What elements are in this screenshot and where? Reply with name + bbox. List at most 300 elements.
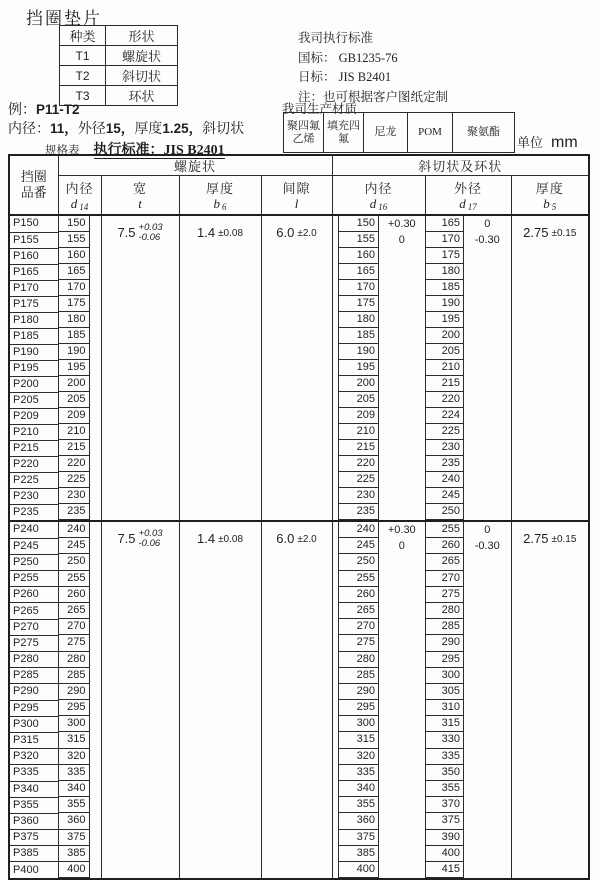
width-t-value — [102, 522, 179, 555]
example-spec-line — [8, 117, 244, 138]
tolerance-plus: +0.03 — [138, 221, 163, 233]
symbol-subscript: 5 — [551, 202, 557, 212]
d17-cell — [425, 408, 464, 424]
d16-value: 185 — [338, 328, 380, 344]
d16-cell — [332, 652, 379, 668]
d16-cell — [332, 408, 379, 424]
d14-cell — [58, 538, 101, 554]
text-segment: 15， — [105, 121, 135, 136]
part-cell: P180 — [9, 312, 58, 328]
d16-cell — [332, 472, 379, 488]
material-line: 尼龙 — [374, 126, 397, 138]
d16-cell — [332, 248, 379, 264]
d17-cell — [425, 781, 464, 797]
d16-value: 225 — [338, 472, 380, 488]
d14-value: 200 — [59, 376, 90, 392]
d17-value: 310 — [426, 700, 465, 716]
tolerance-lower: -0.30 — [474, 540, 500, 552]
column-label: 内径 — [364, 181, 393, 196]
d17-value: 295 — [426, 652, 465, 668]
page-title: 挡圈垫片 — [26, 9, 102, 28]
material-line: 填充四 — [327, 119, 360, 132]
d14-value: 209 — [59, 408, 90, 424]
d14-value: 175 — [59, 296, 90, 312]
part-cell: P200 — [9, 376, 58, 392]
part-cell: P400 — [9, 862, 58, 879]
material-cell — [364, 113, 408, 153]
part-cell: P155 — [9, 232, 58, 248]
d16-cell — [332, 521, 379, 538]
d16-value: 335 — [338, 765, 380, 781]
d17-tolerance-cell — [464, 521, 511, 879]
d16-tolerance-cell — [379, 521, 425, 879]
d16-value: 300 — [338, 716, 380, 732]
d16-cell — [332, 538, 379, 554]
type-shape-row — [60, 66, 178, 86]
thickness-b5-cell — [511, 215, 589, 521]
d16-cell — [332, 668, 379, 684]
tolerance-minus: -0.06 — [138, 537, 161, 549]
symbol-letter: l — [294, 196, 299, 211]
d16-value: 270 — [338, 619, 380, 635]
d16-value: 170 — [338, 280, 380, 296]
d14-cell — [58, 280, 101, 296]
tolerance-upper: +0.30 — [387, 524, 416, 536]
d17-value: 300 — [426, 668, 465, 684]
d17-cell — [425, 280, 464, 296]
d17-value: 270 — [426, 571, 465, 587]
material-cell — [453, 113, 515, 153]
d17-cell — [425, 700, 464, 716]
type-code-cell: T1 — [60, 46, 106, 66]
d17-cell — [425, 328, 464, 344]
d17-value: 280 — [426, 603, 465, 619]
part-cell: P315 — [9, 732, 58, 748]
d16-cell — [332, 603, 379, 619]
d14-value: 225 — [59, 472, 90, 488]
d14-cell — [58, 813, 101, 829]
d16-cell — [332, 684, 379, 700]
d14-value: 240 — [59, 522, 90, 538]
d16-value: 275 — [338, 635, 380, 651]
d14-value: 375 — [59, 830, 90, 846]
d16-cell — [332, 440, 379, 456]
part-cell: P260 — [9, 587, 58, 603]
d17-cell — [425, 668, 464, 684]
text-segment: 斜切状 — [202, 122, 245, 137]
d14-value: 320 — [59, 749, 90, 765]
d17-cell — [425, 360, 464, 376]
d17-value: 245 — [426, 488, 465, 504]
value-tolerance: ±0.08 — [218, 228, 244, 239]
column-symbol — [512, 197, 589, 214]
d16-cell — [332, 215, 379, 232]
d16-value: 220 — [338, 456, 380, 472]
d14-value: 300 — [59, 716, 90, 732]
d14-cell — [58, 296, 101, 312]
part-cell: P385 — [9, 846, 58, 862]
d17-value: 305 — [426, 684, 465, 700]
d14-cell — [58, 619, 101, 635]
d17-cell — [425, 424, 464, 440]
d17-tolerance-stack — [464, 522, 511, 555]
column-symbol — [333, 197, 425, 214]
part-cell: P275 — [9, 635, 58, 651]
d17-value: 205 — [426, 344, 465, 360]
d17-value: 190 — [426, 296, 465, 312]
d17-cell — [425, 504, 464, 521]
d14-cell — [58, 312, 101, 328]
gap-l-value — [262, 522, 332, 555]
d16-tolerance-stack — [379, 522, 425, 555]
d16-value: 260 — [338, 587, 380, 603]
part-cell: P355 — [9, 797, 58, 813]
d16-cell — [332, 765, 379, 781]
type-shape-header-row — [60, 26, 178, 46]
d16-cell — [332, 232, 379, 248]
symbol-letter: d — [459, 196, 466, 211]
d14-value: 245 — [59, 538, 90, 554]
table-row — [9, 215, 589, 232]
spec-table — [8, 154, 590, 880]
d14-value: 180 — [59, 312, 90, 328]
d16-cell — [332, 280, 379, 296]
column-header — [261, 176, 332, 216]
d14-value: 255 — [59, 571, 90, 587]
d14-value: 260 — [59, 587, 90, 603]
part-cell: P170 — [9, 280, 58, 296]
column-header — [332, 176, 425, 216]
d14-value: 265 — [59, 603, 90, 619]
value-main: 6.0 — [276, 225, 295, 240]
d16-value: 155 — [338, 232, 380, 248]
d16-cell — [332, 781, 379, 797]
d16-cell — [332, 312, 379, 328]
d14-cell — [58, 248, 101, 264]
d14-value: 250 — [59, 554, 90, 570]
part-cell: P255 — [9, 571, 58, 587]
d17-cell — [425, 264, 464, 280]
thickness-b5-cell — [511, 521, 589, 879]
d14-value: 210 — [59, 424, 90, 440]
d17-value: 240 — [426, 472, 465, 488]
d16-cell — [332, 344, 379, 360]
standards-line: 注：也可根据客户图纸定制 — [298, 89, 449, 104]
standards-line: 日标： JIS B2401 — [298, 70, 392, 84]
spec-table-head — [9, 155, 589, 215]
d16-cell — [332, 587, 379, 603]
d14-value: 215 — [59, 440, 90, 456]
d16-cell — [332, 328, 379, 344]
standards-line: 我司执行标准 — [298, 31, 374, 45]
d16-cell — [332, 700, 379, 716]
value-main: 2.75 — [523, 225, 549, 240]
d14-value: 160 — [59, 248, 90, 264]
d16-value: 250 — [338, 554, 380, 570]
table-row — [9, 521, 589, 538]
tolerance-upper: +0.30 — [387, 218, 416, 230]
d16-value: 230 — [338, 488, 380, 504]
thickness-b6-value — [180, 522, 261, 555]
d14-cell — [58, 232, 101, 248]
d16-cell — [332, 392, 379, 408]
d16-value: 160 — [338, 248, 380, 264]
column-symbol — [102, 197, 179, 211]
column-header — [58, 176, 101, 216]
part-cell: P160 — [9, 248, 58, 264]
column-header — [179, 176, 261, 216]
d16-value: 200 — [338, 376, 380, 392]
symbol-subscript: 16 — [378, 202, 388, 212]
d17-value: 195 — [426, 312, 465, 328]
d17-value: 175 — [426, 248, 465, 264]
part-cell: P175 — [9, 296, 58, 312]
part-number-header — [9, 155, 58, 215]
symbol-subscript: 6 — [222, 202, 227, 212]
d14-cell — [58, 488, 101, 504]
d16-value: 175 — [338, 296, 380, 312]
part-cell: P245 — [9, 538, 58, 554]
text-segment: 内径： — [8, 122, 50, 137]
column-header — [511, 176, 589, 216]
d16-cell — [332, 376, 379, 392]
d14-cell — [58, 587, 101, 603]
d16-value: 265 — [338, 603, 380, 619]
d17-value: 375 — [426, 813, 465, 829]
exec-standard-label: 执行标准：JIS B2401 — [93, 143, 225, 158]
d17-value: 165 — [426, 216, 465, 232]
d16-value: 190 — [338, 344, 380, 360]
material-line: POM — [418, 126, 442, 138]
d17-value: 260 — [426, 538, 465, 554]
d16-value: 320 — [338, 749, 380, 765]
spec-table-body — [9, 215, 589, 879]
d17-value: 415 — [426, 862, 465, 878]
d17-cell — [425, 215, 464, 232]
d14-cell — [58, 264, 101, 280]
part-cell: P225 — [9, 472, 58, 488]
part-cell: P250 — [9, 554, 58, 570]
value-tolerance: ±0.15 — [551, 534, 577, 545]
text-segment: 厚度 — [134, 122, 163, 137]
part-header-line: 品番 — [20, 185, 47, 200]
part-header-line: 挡圈 — [20, 169, 47, 184]
width-t-value — [102, 216, 179, 249]
d17-cell — [425, 652, 464, 668]
d16-cell — [332, 830, 379, 846]
symbol-letter: b — [213, 196, 220, 211]
thickness-b6-cell — [179, 521, 261, 879]
value-main: 1.4 — [196, 531, 216, 546]
shape-name-cell: 斜切状 — [106, 66, 178, 86]
part-cell: P295 — [9, 700, 58, 716]
spiral-group-header: 螺旋状 — [58, 155, 332, 176]
type-header-cell: 种类 — [60, 26, 106, 46]
material-line: 氟 — [338, 132, 349, 145]
d17-cell — [425, 830, 464, 846]
d14-cell — [58, 521, 101, 538]
part-cell: P360 — [9, 813, 58, 829]
d17-value: 250 — [426, 504, 465, 520]
d17-cell — [425, 716, 464, 732]
d14-value: 290 — [59, 684, 90, 700]
d17-value: 230 — [426, 440, 465, 456]
part-cell: P190 — [9, 344, 58, 360]
d14-value: 230 — [59, 488, 90, 504]
tolerance-minus: -0.06 — [138, 231, 161, 243]
d17-value: 225 — [426, 424, 465, 440]
d17-cell — [425, 538, 464, 554]
d14-value: 315 — [59, 732, 90, 748]
shape-name-cell: 环状 — [106, 86, 178, 106]
part-cell: P240 — [9, 521, 58, 538]
d16-value: 285 — [338, 668, 380, 684]
material-line: 聚四氟 — [287, 119, 320, 132]
shape-name-cell: 螺旋状 — [106, 46, 178, 66]
d17-value: 285 — [426, 619, 465, 635]
gap-l-cell — [261, 521, 332, 879]
d16-value: 340 — [338, 781, 380, 797]
symbol-letter: d — [369, 196, 377, 211]
bevel-ring-group-header: 斜切状及环状 — [332, 155, 589, 176]
d16-value: 180 — [338, 312, 380, 328]
shape-header-cell: 形状 — [106, 26, 178, 46]
thickness-b5-value — [512, 522, 589, 555]
d17-value: 275 — [426, 587, 465, 603]
d17-value: 400 — [426, 846, 465, 862]
spec-table-label: 规格表 — [45, 145, 80, 157]
part-cell: P265 — [9, 603, 58, 619]
d17-cell — [425, 797, 464, 813]
d16-value: 360 — [338, 813, 380, 829]
part-cell: P280 — [9, 652, 58, 668]
tolerance-stack — [139, 223, 163, 243]
material-line: 乙烯 — [292, 132, 315, 145]
thickness-b5-value — [512, 216, 589, 249]
unit-label: 单位 — [517, 135, 544, 150]
d14-cell — [58, 554, 101, 570]
d14-cell — [58, 408, 101, 424]
d17-cell — [425, 488, 464, 504]
d14-value: 340 — [59, 781, 90, 797]
d14-value: 150 — [59, 216, 90, 232]
d17-value: 255 — [426, 522, 465, 538]
part-cell: P185 — [9, 328, 58, 344]
tolerance-upper: 0 — [484, 524, 491, 536]
value-main: 7.5 — [117, 225, 136, 240]
d17-tolerance-stack — [464, 216, 511, 249]
part-cell: P375 — [9, 830, 58, 846]
gap-l-cell — [261, 215, 332, 521]
unit-indicator — [517, 132, 578, 152]
d14-value: 205 — [59, 392, 90, 408]
d14-cell — [58, 360, 101, 376]
part-cell: P300 — [9, 716, 58, 732]
part-cell: P285 — [9, 668, 58, 684]
d17-cell — [425, 732, 464, 748]
d14-cell — [58, 392, 101, 408]
d17-value: 224 — [426, 408, 465, 424]
d14-value: 275 — [59, 635, 90, 651]
value-tolerance: ±2.0 — [297, 534, 317, 545]
materials-row — [284, 113, 515, 153]
d17-cell — [425, 472, 464, 488]
d14-value: 280 — [59, 652, 90, 668]
d17-value: 330 — [426, 732, 465, 748]
d16-value: 280 — [338, 652, 380, 668]
text-segment: 1.25， — [162, 121, 203, 136]
d14-cell — [58, 797, 101, 813]
d14-value: 185 — [59, 328, 90, 344]
tolerance-lower: -0.30 — [474, 234, 500, 246]
d14-value: 270 — [59, 619, 90, 635]
d16-cell — [332, 846, 379, 862]
d17-value: 210 — [426, 360, 465, 376]
d14-value: 165 — [59, 264, 90, 280]
thickness-b6-cell — [179, 215, 261, 521]
material-cell — [408, 113, 453, 153]
d14-cell — [58, 862, 101, 879]
d17-cell — [425, 456, 464, 472]
d16-cell — [332, 456, 379, 472]
d14-value: 360 — [59, 813, 90, 829]
column-label: 外径 — [454, 181, 483, 196]
d14-cell — [58, 765, 101, 781]
d14-cell — [58, 716, 101, 732]
value-main: 6.0 — [276, 531, 295, 546]
column-symbol — [59, 197, 101, 214]
d14-cell — [58, 668, 101, 684]
symbol-letter: t — [138, 196, 142, 211]
d14-cell — [58, 684, 101, 700]
d14-cell — [58, 781, 101, 797]
d17-value: 265 — [426, 554, 465, 570]
part-cell: P195 — [9, 360, 58, 376]
d16-cell — [332, 296, 379, 312]
thickness-b6-value — [180, 216, 261, 249]
d16-cell — [332, 264, 379, 280]
group-header-row — [9, 155, 589, 176]
d17-cell — [425, 554, 464, 570]
symbol-letter: b — [543, 196, 550, 211]
example-code-line — [8, 99, 80, 119]
d17-value: 350 — [426, 765, 465, 781]
d17-value: 335 — [426, 749, 465, 765]
text-segment: 例： — [8, 103, 36, 118]
d14-cell — [58, 652, 101, 668]
d17-cell — [425, 749, 464, 765]
d16-cell — [332, 862, 379, 879]
text-segment: 11， — [50, 121, 78, 136]
d17-value: 200 — [426, 328, 465, 344]
d16-value: 240 — [338, 522, 380, 538]
d17-cell — [425, 232, 464, 248]
d17-value: 315 — [426, 716, 465, 732]
value-main: 1.4 — [196, 225, 216, 240]
d14-cell — [58, 472, 101, 488]
d14-value: 400 — [59, 862, 90, 878]
d14-value: 195 — [59, 360, 90, 376]
material-cell — [284, 113, 324, 153]
d14-cell — [58, 328, 101, 344]
d14-cell — [58, 344, 101, 360]
d14-cell — [58, 424, 101, 440]
d14-cell — [58, 732, 101, 748]
d14-value: 385 — [59, 846, 90, 862]
d16-value: 235 — [338, 504, 380, 520]
d16-value: 385 — [338, 846, 380, 862]
part-cell: P165 — [9, 264, 58, 280]
